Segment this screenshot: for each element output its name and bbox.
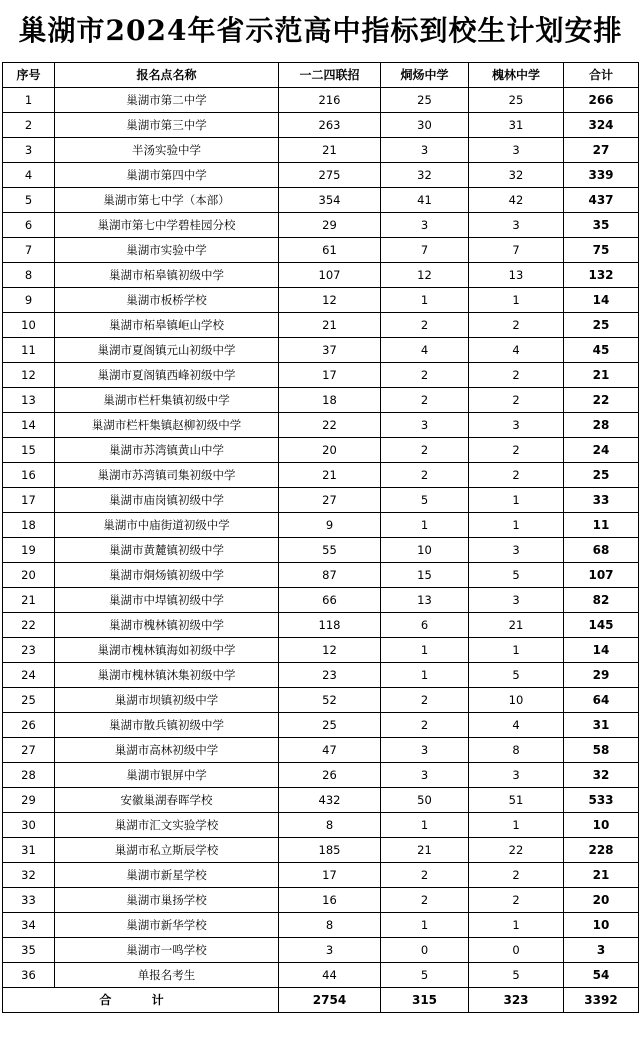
header-school-name: 报名点名称 [55, 63, 279, 88]
row-index: 25 [3, 688, 55, 713]
row-joint-enrollment: 23 [279, 663, 381, 688]
row-huailin-school: 2 [469, 863, 564, 888]
row-total: 45 [564, 338, 639, 363]
row-school-name: 巢湖市柘皋镇初级中学 [55, 263, 279, 288]
table-row [3, 813, 639, 838]
table-row [3, 688, 639, 713]
row-joint-enrollment: 216 [279, 88, 381, 113]
row-total: 437 [564, 188, 639, 213]
row-school-name: 巢湖市槐林镇沐集初级中学 [55, 663, 279, 688]
row-tongyang-school: 50 [381, 788, 469, 813]
row-total: 14 [564, 638, 639, 663]
row-school-name: 巢湖市中垾镇初级中学 [55, 588, 279, 613]
row-huailin-school: 13 [469, 263, 564, 288]
header-tongyang-school: 烔炀中学 [381, 63, 469, 88]
row-total: 10 [564, 913, 639, 938]
table-footer [3, 988, 639, 1013]
row-huailin-school: 8 [469, 738, 564, 763]
row-index: 11 [3, 338, 55, 363]
table-row [3, 513, 639, 538]
row-school-name: 巢湖市黄麓镇初级中学 [55, 538, 279, 563]
table-header [3, 63, 639, 88]
row-index: 15 [3, 438, 55, 463]
row-index: 33 [3, 888, 55, 913]
row-index: 6 [3, 213, 55, 238]
row-tongyang-school: 3 [381, 213, 469, 238]
header-total: 合计 [564, 63, 639, 88]
row-total: 75 [564, 238, 639, 263]
row-joint-enrollment: 107 [279, 263, 381, 288]
row-total: 33 [564, 488, 639, 513]
row-tongyang-school: 21 [381, 838, 469, 863]
row-school-name: 巢湖市槐林镇海如初级中学 [55, 638, 279, 663]
table-row [3, 138, 639, 163]
row-total: 14 [564, 288, 639, 313]
table-row [3, 463, 639, 488]
row-school-name: 巢湖市柘皋镇岠山学校 [55, 313, 279, 338]
row-tongyang-school: 1 [381, 913, 469, 938]
row-total: 54 [564, 963, 639, 988]
row-school-name: 巢湖市苏湾镇司集初级中学 [55, 463, 279, 488]
row-index: 23 [3, 638, 55, 663]
row-joint-enrollment: 18 [279, 388, 381, 413]
row-index: 29 [3, 788, 55, 813]
row-school-name: 巢湖市巢扬学校 [55, 888, 279, 913]
row-tongyang-school: 2 [381, 463, 469, 488]
row-index: 28 [3, 763, 55, 788]
table-row [3, 238, 639, 263]
row-school-name: 巢湖市高林初级中学 [55, 738, 279, 763]
row-index: 13 [3, 388, 55, 413]
table-row [3, 663, 639, 688]
row-huailin-school: 4 [469, 713, 564, 738]
row-index: 2 [3, 113, 55, 138]
row-tongyang-school: 15 [381, 563, 469, 588]
row-total: 22 [564, 388, 639, 413]
row-tongyang-school: 2 [381, 863, 469, 888]
table-row [3, 488, 639, 513]
header-row [3, 63, 639, 88]
row-tongyang-school: 12 [381, 263, 469, 288]
row-tongyang-school: 1 [381, 663, 469, 688]
row-tongyang-school: 1 [381, 813, 469, 838]
row-index: 21 [3, 588, 55, 613]
row-total: 21 [564, 363, 639, 388]
row-huailin-school: 22 [469, 838, 564, 863]
header-huailin-school: 槐林中学 [469, 63, 564, 88]
row-joint-enrollment: 20 [279, 438, 381, 463]
row-joint-enrollment: 21 [279, 463, 381, 488]
row-index: 32 [3, 863, 55, 888]
row-joint-enrollment: 25 [279, 713, 381, 738]
row-school-name: 巢湖市一鸣学校 [55, 938, 279, 963]
row-index: 30 [3, 813, 55, 838]
table-row [3, 413, 639, 438]
table-row [3, 563, 639, 588]
table-row [3, 388, 639, 413]
row-total: 64 [564, 688, 639, 713]
row-joint-enrollment: 432 [279, 788, 381, 813]
row-huailin-school: 10 [469, 688, 564, 713]
row-school-name: 巢湖市栏杆集镇初级中学 [55, 388, 279, 413]
row-huailin-school: 4 [469, 338, 564, 363]
row-joint-enrollment: 27 [279, 488, 381, 513]
row-huailin-school: 3 [469, 138, 564, 163]
total-joint-enrollment: 2754 [279, 988, 381, 1013]
row-total: 20 [564, 888, 639, 913]
table-row [3, 763, 639, 788]
row-tongyang-school: 3 [381, 763, 469, 788]
table-row [3, 338, 639, 363]
row-huailin-school: 1 [469, 288, 564, 313]
row-joint-enrollment: 22 [279, 413, 381, 438]
row-joint-enrollment: 29 [279, 213, 381, 238]
row-tongyang-school: 1 [381, 638, 469, 663]
row-total: 11 [564, 513, 639, 538]
row-huailin-school: 7 [469, 238, 564, 263]
row-tongyang-school: 25 [381, 88, 469, 113]
row-total: 82 [564, 588, 639, 613]
total-label: 合 计 [3, 988, 279, 1013]
row-tongyang-school: 3 [381, 413, 469, 438]
row-index: 18 [3, 513, 55, 538]
row-huailin-school: 1 [469, 513, 564, 538]
header-index: 序号 [3, 63, 55, 88]
row-huailin-school: 3 [469, 763, 564, 788]
row-huailin-school: 2 [469, 313, 564, 338]
row-index: 35 [3, 938, 55, 963]
table-row [3, 213, 639, 238]
table-row [3, 88, 639, 113]
row-tongyang-school: 3 [381, 738, 469, 763]
row-joint-enrollment: 37 [279, 338, 381, 363]
row-school-name: 巢湖市栏杆集镇赵柳初级中学 [55, 413, 279, 438]
row-huailin-school: 2 [469, 438, 564, 463]
row-joint-enrollment: 52 [279, 688, 381, 713]
row-total: 132 [564, 263, 639, 288]
row-joint-enrollment: 55 [279, 538, 381, 563]
row-total: 533 [564, 788, 639, 813]
row-school-name: 半汤实验中学 [55, 138, 279, 163]
row-total: 228 [564, 838, 639, 863]
table-row [3, 363, 639, 388]
row-index: 16 [3, 463, 55, 488]
table-row [3, 863, 639, 888]
row-total: 3 [564, 938, 639, 963]
row-joint-enrollment: 16 [279, 888, 381, 913]
row-school-name: 巢湖市实验中学 [55, 238, 279, 263]
row-index: 22 [3, 613, 55, 638]
row-tongyang-school: 4 [381, 338, 469, 363]
row-tongyang-school: 5 [381, 488, 469, 513]
row-school-name: 巢湖市板桥学校 [55, 288, 279, 313]
table-row [3, 963, 639, 988]
row-index: 36 [3, 963, 55, 988]
row-index: 3 [3, 138, 55, 163]
table-row [3, 263, 639, 288]
table-row [3, 713, 639, 738]
row-index: 26 [3, 713, 55, 738]
row-joint-enrollment: 12 [279, 288, 381, 313]
row-tongyang-school: 32 [381, 163, 469, 188]
table-row [3, 888, 639, 913]
row-total: 25 [564, 463, 639, 488]
row-tongyang-school: 0 [381, 938, 469, 963]
row-total: 27 [564, 138, 639, 163]
total-row [3, 988, 639, 1013]
row-huailin-school: 1 [469, 638, 564, 663]
row-joint-enrollment: 21 [279, 138, 381, 163]
grand-total: 3392 [564, 988, 639, 1013]
row-tongyang-school: 1 [381, 513, 469, 538]
row-tongyang-school: 2 [381, 713, 469, 738]
row-tongyang-school: 6 [381, 613, 469, 638]
row-school-name: 巢湖市第七中学（本部） [55, 188, 279, 213]
row-joint-enrollment: 47 [279, 738, 381, 763]
row-school-name: 巢湖市坝镇初级中学 [55, 688, 279, 713]
row-school-name: 巢湖市新星学校 [55, 863, 279, 888]
header-joint-enrollment: 一二四联招 [279, 63, 381, 88]
row-school-name: 巢湖市汇文实验学校 [55, 813, 279, 838]
row-total: 339 [564, 163, 639, 188]
table-row [3, 913, 639, 938]
table-row [3, 438, 639, 463]
row-index: 34 [3, 913, 55, 938]
row-huailin-school: 0 [469, 938, 564, 963]
table-row [3, 188, 639, 213]
row-tongyang-school: 30 [381, 113, 469, 138]
table-row [3, 588, 639, 613]
table-row [3, 113, 639, 138]
row-school-name: 巢湖市私立斯辰学校 [55, 838, 279, 863]
row-huailin-school: 1 [469, 813, 564, 838]
row-total: 28 [564, 413, 639, 438]
quota-table [2, 62, 639, 1013]
row-school-name: 巢湖市槐林镇初级中学 [55, 613, 279, 638]
row-huailin-school: 32 [469, 163, 564, 188]
row-tongyang-school: 2 [381, 363, 469, 388]
row-school-name: 巢湖市中庙街道初级中学 [55, 513, 279, 538]
row-tongyang-school: 13 [381, 588, 469, 613]
table-row [3, 738, 639, 763]
row-tongyang-school: 5 [381, 963, 469, 988]
row-school-name: 巢湖市散兵镇初级中学 [55, 713, 279, 738]
row-index: 9 [3, 288, 55, 313]
row-school-name: 巢湖市第三中学 [55, 113, 279, 138]
row-index: 19 [3, 538, 55, 563]
row-index: 10 [3, 313, 55, 338]
table-body [3, 88, 639, 988]
row-huailin-school: 5 [469, 663, 564, 688]
table-row [3, 938, 639, 963]
row-joint-enrollment: 185 [279, 838, 381, 863]
row-joint-enrollment: 3 [279, 938, 381, 963]
row-total: 21 [564, 863, 639, 888]
row-index: 14 [3, 413, 55, 438]
row-index: 1 [3, 88, 55, 113]
row-joint-enrollment: 44 [279, 963, 381, 988]
row-joint-enrollment: 9 [279, 513, 381, 538]
row-index: 31 [3, 838, 55, 863]
row-total: 58 [564, 738, 639, 763]
row-joint-enrollment: 12 [279, 638, 381, 663]
row-school-name: 巢湖市夏阁镇元山初级中学 [55, 338, 279, 363]
row-huailin-school: 1 [469, 488, 564, 513]
row-total: 32 [564, 763, 639, 788]
row-huailin-school: 21 [469, 613, 564, 638]
row-total: 25 [564, 313, 639, 338]
table-row [3, 538, 639, 563]
row-school-name: 巢湖市夏阁镇西峰初级中学 [55, 363, 279, 388]
table-row [3, 838, 639, 863]
row-huailin-school: 42 [469, 188, 564, 213]
row-tongyang-school: 3 [381, 138, 469, 163]
row-total: 24 [564, 438, 639, 463]
row-huailin-school: 25 [469, 88, 564, 113]
row-huailin-school: 2 [469, 463, 564, 488]
row-school-name: 巢湖市烔炀镇初级中学 [55, 563, 279, 588]
row-joint-enrollment: 8 [279, 813, 381, 838]
row-index: 27 [3, 738, 55, 763]
row-huailin-school: 31 [469, 113, 564, 138]
row-tongyang-school: 2 [381, 438, 469, 463]
table-row [3, 313, 639, 338]
row-joint-enrollment: 263 [279, 113, 381, 138]
row-joint-enrollment: 61 [279, 238, 381, 263]
row-tongyang-school: 2 [381, 888, 469, 913]
row-huailin-school: 2 [469, 388, 564, 413]
row-school-name: 巢湖市银屏中学 [55, 763, 279, 788]
row-school-name: 巢湖市第二中学 [55, 88, 279, 113]
row-joint-enrollment: 8 [279, 913, 381, 938]
row-joint-enrollment: 118 [279, 613, 381, 638]
row-index: 24 [3, 663, 55, 688]
row-total: 31 [564, 713, 639, 738]
row-school-name: 巢湖市庙岗镇初级中学 [55, 488, 279, 513]
row-total: 324 [564, 113, 639, 138]
row-huailin-school: 51 [469, 788, 564, 813]
row-tongyang-school: 7 [381, 238, 469, 263]
row-index: 12 [3, 363, 55, 388]
row-school-name: 巢湖市第四中学 [55, 163, 279, 188]
row-tongyang-school: 2 [381, 388, 469, 413]
table-row [3, 288, 639, 313]
table-row [3, 163, 639, 188]
row-index: 4 [3, 163, 55, 188]
row-huailin-school: 3 [469, 413, 564, 438]
row-index: 5 [3, 188, 55, 213]
row-school-name: 巢湖市新华学校 [55, 913, 279, 938]
row-total: 35 [564, 213, 639, 238]
row-school-name: 巢湖市第七中学碧桂园分校 [55, 213, 279, 238]
row-total: 107 [564, 563, 639, 588]
row-index: 8 [3, 263, 55, 288]
row-huailin-school: 5 [469, 563, 564, 588]
table-row [3, 638, 639, 663]
row-huailin-school: 3 [469, 213, 564, 238]
row-huailin-school: 3 [469, 538, 564, 563]
row-tongyang-school: 41 [381, 188, 469, 213]
table-row [3, 788, 639, 813]
total-huailin-school: 323 [469, 988, 564, 1013]
row-total: 145 [564, 613, 639, 638]
row-school-name: 单报名考生 [55, 963, 279, 988]
row-joint-enrollment: 17 [279, 363, 381, 388]
row-joint-enrollment: 17 [279, 863, 381, 888]
row-huailin-school: 1 [469, 913, 564, 938]
row-joint-enrollment: 26 [279, 763, 381, 788]
row-joint-enrollment: 354 [279, 188, 381, 213]
row-joint-enrollment: 66 [279, 588, 381, 613]
row-huailin-school: 5 [469, 963, 564, 988]
row-school-name: 巢湖市苏湾镇黄山中学 [55, 438, 279, 463]
row-huailin-school: 3 [469, 588, 564, 613]
row-tongyang-school: 10 [381, 538, 469, 563]
row-total: 10 [564, 813, 639, 838]
row-joint-enrollment: 21 [279, 313, 381, 338]
row-huailin-school: 2 [469, 363, 564, 388]
row-total: 29 [564, 663, 639, 688]
row-joint-enrollment: 275 [279, 163, 381, 188]
table-row [3, 613, 639, 638]
total-tongyang-school: 315 [381, 988, 469, 1013]
row-huailin-school: 2 [469, 888, 564, 913]
row-index: 20 [3, 563, 55, 588]
row-tongyang-school: 2 [381, 688, 469, 713]
row-joint-enrollment: 87 [279, 563, 381, 588]
row-tongyang-school: 2 [381, 313, 469, 338]
row-index: 17 [3, 488, 55, 513]
row-index: 7 [3, 238, 55, 263]
row-school-name: 安徽巢湖春晖学校 [55, 788, 279, 813]
row-total: 68 [564, 538, 639, 563]
page-title: 巢湖市2024年省示范高中指标到校生计划安排 [18, 14, 623, 47]
row-total: 266 [564, 88, 639, 113]
row-tongyang-school: 1 [381, 288, 469, 313]
